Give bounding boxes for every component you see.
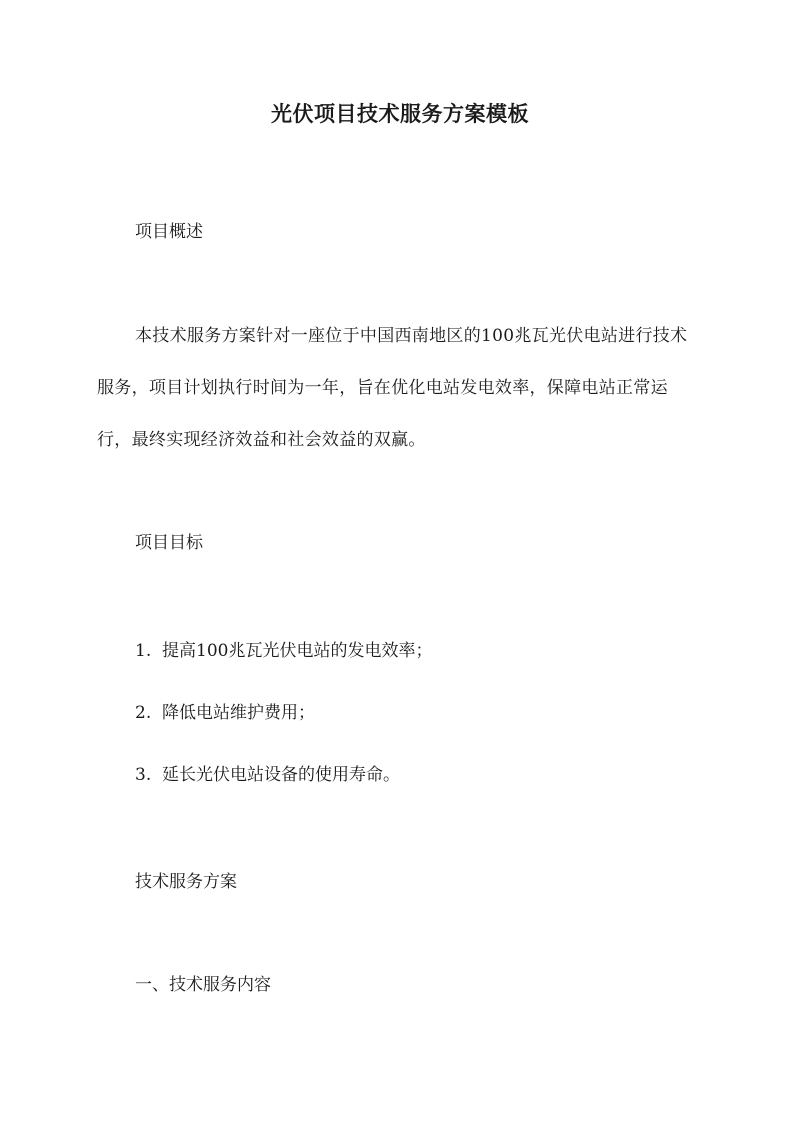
goal-item-2: [135, 698, 315, 723]
goal-text: 降低电站维护费用；: [162, 703, 315, 723]
goal-item-3: [135, 760, 400, 785]
section-heading-plan: 技术服务方案: [135, 872, 237, 892]
goal-item-1: [135, 636, 432, 661]
section-heading-overview: 项目概述: [135, 222, 203, 242]
goal-number: 2.: [135, 703, 152, 723]
goal-text: 延长光伏电站设备的使用寿命。: [162, 765, 400, 785]
goal-number: 3.: [135, 765, 152, 785]
sub-heading-service-content: 一、技术服务内容: [135, 975, 271, 995]
section-heading-goals: 项目目标: [135, 533, 203, 553]
goal-number: 1.: [135, 641, 152, 661]
document-title: 光伏项目技术服务方案模板: [271, 101, 529, 126]
goal-text: 提高100兆瓦光伏电站的发电效率；: [162, 641, 433, 661]
overview-paragraph: 本技术服务方案针对一座位于中国西南地区的100兆瓦光伏电站进行技术服务，项目计划执行时间为一年，旨在优化电站发电效率，保障电站正常运行，最终实现经济效益和社会效益的双赢。: [97, 326, 688, 450]
